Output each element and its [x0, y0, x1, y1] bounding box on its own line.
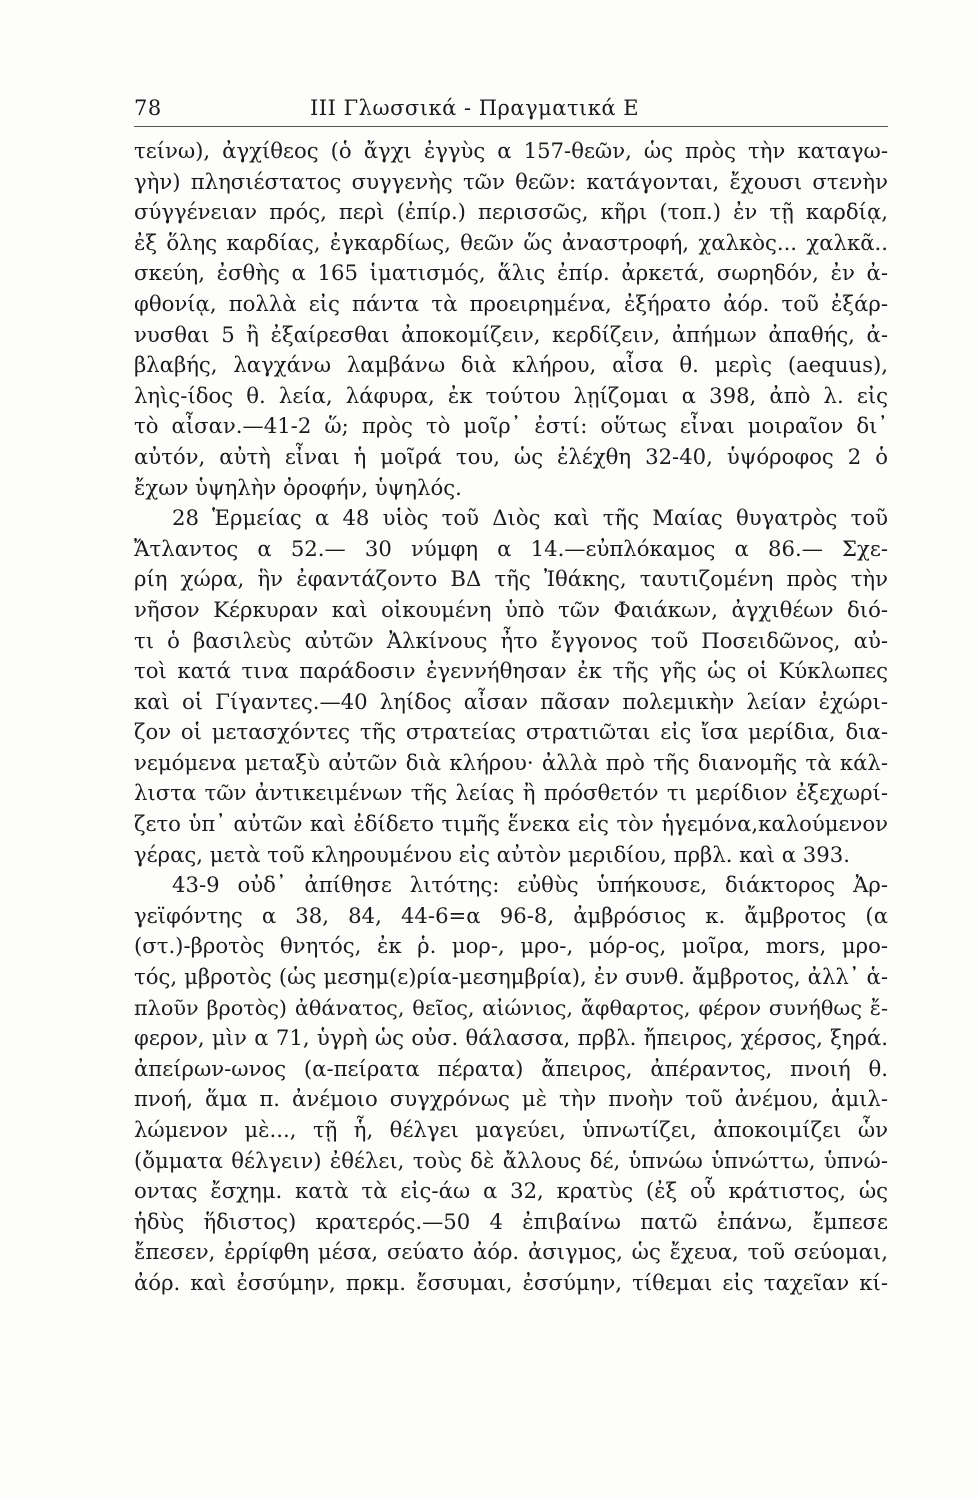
text-line: τείνω), ἀγχίθεος (ὁ ἄγχι ἐγγὺς α 157-θεῶν, ὡς πρὸς τὴν καταγω- — [134, 138, 888, 163]
commentary-text — [134, 136, 888, 1299]
text-line: λώμενον μὲ..., τῇ ἧ, θέλγει μαγεύει, ὑπνωτίζει, ἀποκοιμίζει ὧν — [134, 1117, 888, 1142]
text-line: τι ὁ βασιλεὺς αὐτῶν Ἀλκίνους ἦτο ἔγγονος τοῦ Ποσειδῶνος, αὐ- — [134, 627, 888, 653]
text-line: σύγγένειαν πρός, περὶ (ἐπίρ.) περισσῶς, κῆρι (τοπ.) ἐν τῇ καρδίᾳ, — [134, 199, 888, 225]
text-line: (στ.)-βροτὸς θνητός, ἐκ ῥ. μορ-, μρο-, μόρ-ος, μοῖρα, mors, μρο- — [134, 933, 888, 959]
text-line: φθονίᾳ, πολλὰ εἰς πάντα τὰ προειρημένα, ἐξήρατο ἀόρ. τοῦ ἐξάρ- — [134, 290, 888, 316]
text-line: 43-9 οὐδ᾽ ἀπίθησε λιτότης: εὐθὺς ὑπήκουσε, διάκτορος Ἀρ- — [172, 872, 888, 898]
text-line: (ὄμματα θέλγειν) ἐθέλει, τοὺς δὲ ἄλλους δέ, ὑπνώω ὑπνώττω, ὑπνώ- — [134, 1147, 888, 1173]
text-line: γὴν) πλησιέστατος συγγενὴς τῶν θεῶν: κατάγονται, ἔχουσι στενὴν — [134, 168, 888, 194]
text-line: νυσθαι 5 ἢ ἐξαίρεσθαι ἀποκομίζειν, κερδίζειν, ἀπήμων ἀπαθής, ἀ- — [134, 321, 888, 347]
text-line: Ἄτλαντος α 52.— 30 νύμφη α 14.—εὐπλόκαμος α 86.— Σχε- — [134, 535, 888, 561]
text-line: ρίη χώρα, ἣν ἐφαντάζοντο ΒΔ τῆς Ἰθάκης, ταυτιζομένη πρὸς τὴν — [134, 566, 888, 592]
page-number: 78 — [134, 96, 162, 120]
text-line: βλαβής, λαγχάνω λαμβάνω διὰ κλήρου, αἶσα θ. μερὶς (aequus), — [134, 352, 888, 378]
text-line: τός, μβροτὸς (ὡς μεσημ(ε)ρία-μεσημβρία), ἐν συνθ. ἄμβροτος, ἀλλ᾽ ἁ- — [134, 964, 888, 990]
text-line: αὐτόν, αὐτὴ εἶναι ἡ μοῖρά του, ὡς ἐλέχθη 32-40, ὑψόροφος 2 ὁ — [134, 443, 888, 469]
text-line: ἀπείρων-ωνος (α-πείρατα πέρατα) ἄπειρος, ἀπέραντος, πνοιή θ. — [134, 1055, 888, 1081]
text-line: ληὶς-ίδος θ. λεία, λάφυρα, ἐκ τούτου λῃίζομαι α 398, ἀπὸ λ. εἰς — [134, 382, 888, 408]
text-line: γέρας, μετὰ τοῦ κληρουμένου εἰς αὐτὸν μεριδίου, πρβλ. καὶ α 393. — [134, 841, 850, 867]
text-line: ἐξ ὅλης καρδίας, ἐγκαρδίως, θεῶν ὥς ἀναστροφή, χαλκὸς... χαλκᾶ.. — [134, 229, 888, 255]
text-line: λιστα τῶν ἀντικειμένων τῆς λείας ἢ πρόσθετόν τι μερίδιον ἐξεχωρί- — [134, 780, 888, 806]
text-line: τὸ αἶσαν.—41-2 ὥ; πρὸς τὸ μοῖρ᾽ ἐστί: οὕτως εἶναι μοιραῖον δι᾽ — [134, 413, 888, 439]
text-line: ἡδὺς ἥδιστος) κρατερός.—50 4 ἐπιβαίνω πατῶ ἐπάνω, ἔμπεσε — [134, 1208, 888, 1234]
text-line: οντας ἔσχημ. κατὰ τὰ εἰς-άω α 32, κρατὺς (ἐξ οὗ κράτιστος, ὡς — [134, 1178, 888, 1204]
text-line: ἔπεσεν, ἐρρίφθη μέσα, σεύατο ἀόρ. ἀσιγμος, ὡς ἔχευα, τοῦ σεύομαι, — [134, 1239, 888, 1265]
text-line: νῆσον Κέρκυραν καὶ οἰκουμένη ὑπὸ τῶν Φαιάκων, ἀγχιθέων διό- — [134, 596, 888, 622]
text-line: σκεύη, ἐσθὴς α 165 ἱματισμός, ἅλις ἐπίρ. ἀρκετά, σωρηδόν, ἐν ἀ- — [134, 260, 888, 286]
text-line: ἔχων ὑψηλὴν ὀροφήν, ὑψηλός. — [134, 474, 462, 500]
text-line: πλοῦν βροτὸς) ἀθάνατος, θεῖος, αἰώνιος, ἄφθαρτος, φέρον συνήθως ἔ- — [134, 995, 888, 1020]
header-rule — [134, 126, 888, 127]
page-header — [134, 92, 654, 124]
text-line: καὶ οἱ Γίγαντες.—40 ληίδος αἶσαν πᾶσαν πολεμικὴν λείαν ἐχώρι- — [134, 688, 888, 714]
text-line: ζον οἱ μετασχόντες τῆς στρατείας στρατιῶται εἰς ἴσα μερίδια, δια- — [134, 719, 888, 745]
text-line: φερον, μὶν α 71, ὑγρὴ ὡς οὐσ. θάλασσα, πρβλ. ἤπειρος, χέρσος, ξηρά. — [134, 1025, 888, 1051]
text-line: πνοή, ἅμα π. ἀνέμοιο συγχρόνως μὲ τὴν πνοὴν τοῦ ἀνέμου, ἁμιλ- — [134, 1086, 888, 1112]
text-line: ἀόρ. καὶ ἐσσύμην, πρκμ. ἔσσυμαι, ἐσσύμην, τίθεμαι εἰς ταχεῖαν κί- — [134, 1269, 888, 1295]
text-line: ζετο ὑπ᾽ αὐτῶν καὶ ἐδίδετο τιμῆς ἕνεκα εἰς τὸν ἡγεμόνα,καλούμενον — [134, 811, 888, 837]
text-line: γεϊφόντης α 38, 84, 44-6=α 96-8, ἀμβρόσιος κ. ἄμβροτος (α — [134, 902, 888, 928]
text-line: νεμόμενα μεταξὺ αὐτῶν διὰ κλήρου· ἀλλὰ πρὸ τῆς διανομῆς τὰ κάλ- — [134, 749, 888, 775]
text-line: 28 Ἑρμείας α 48 υἱὸς τοῦ Διὸς καὶ τῆς Μαίας θυγατρὸς τοῦ — [172, 505, 888, 531]
text-line: τοὶ κατά τινα παράδοσιν ἐγεννήθησαν ἐκ τῆς γῆς ὡς οἱ Κύκλωπες — [134, 658, 888, 684]
running-title: ΙΙΙ Γλωσσικά - Πραγματικά Ε — [310, 96, 640, 120]
